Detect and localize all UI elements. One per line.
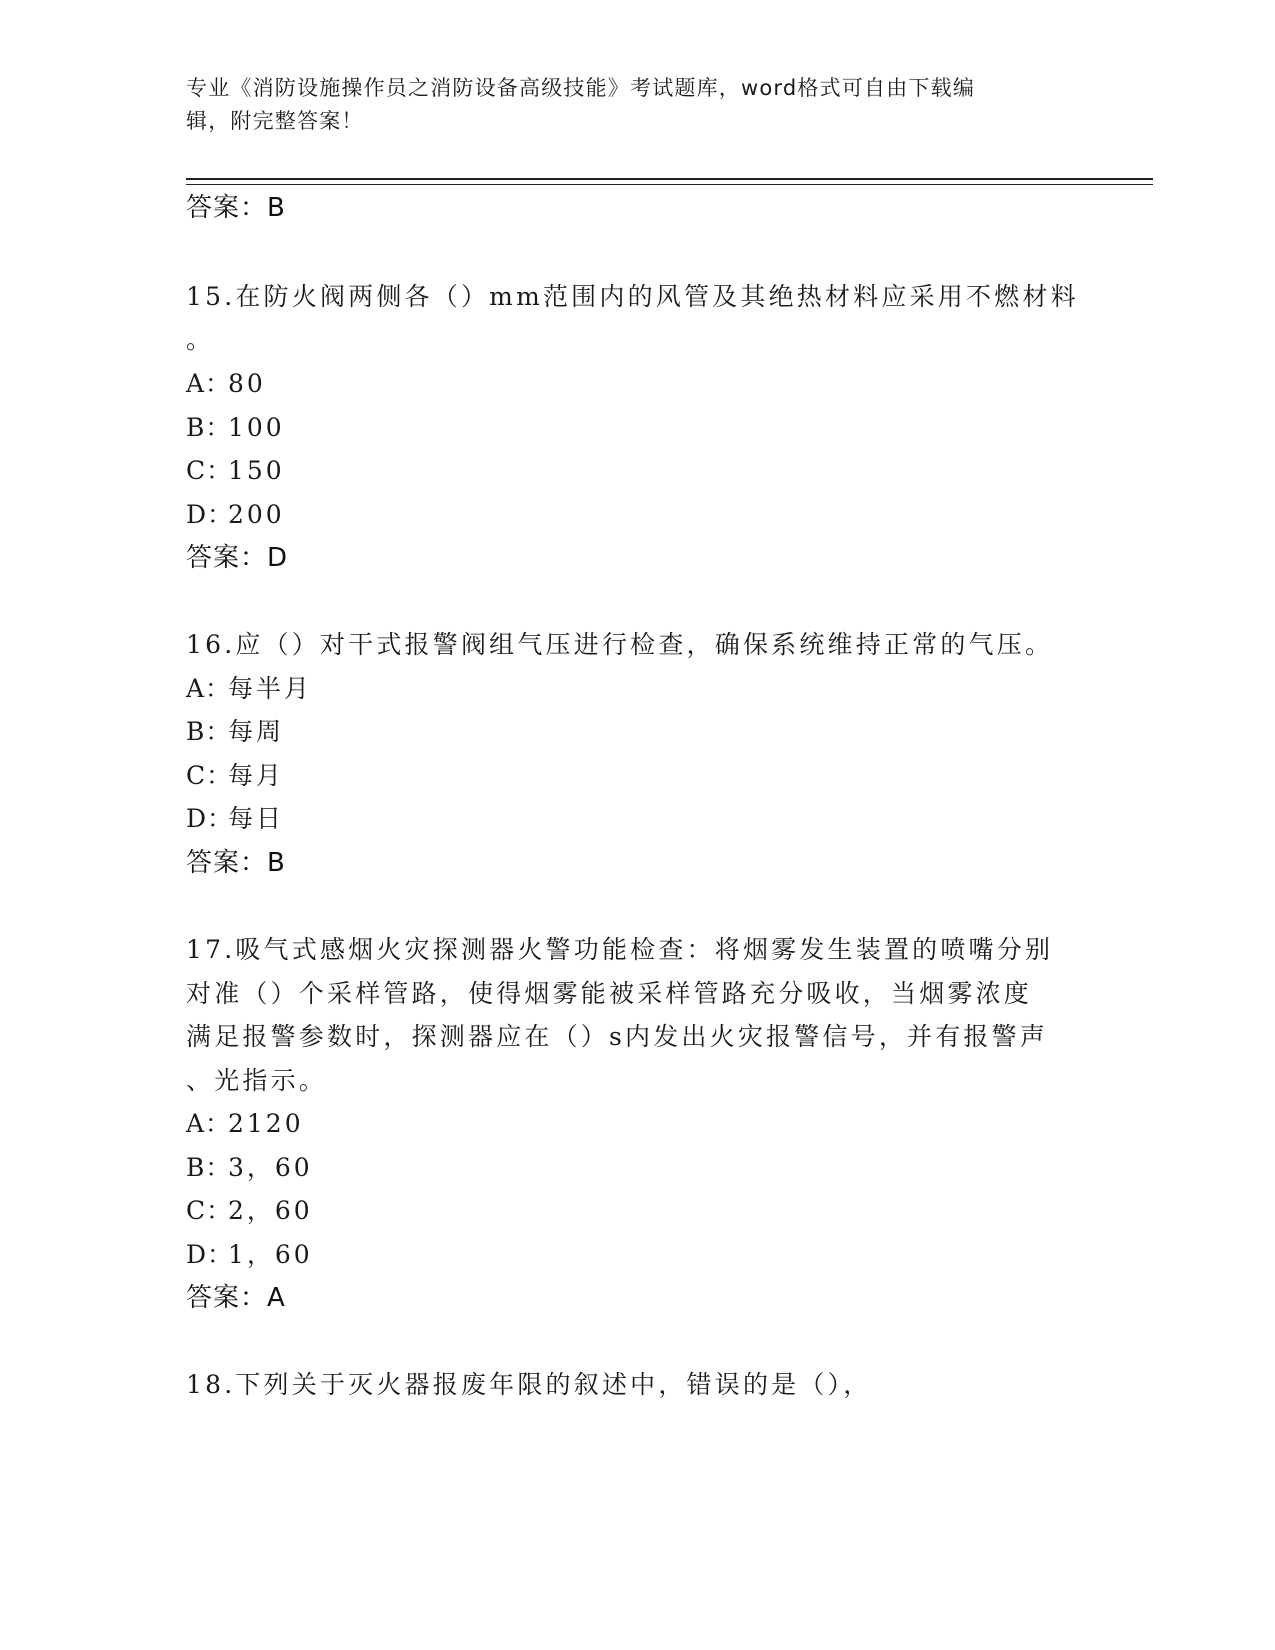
header-rule-thick — [186, 178, 1153, 180]
question-17-answer: 答案：A — [186, 1283, 286, 1313]
option-text: 1，60 — [228, 1240, 313, 1269]
option-label: D： — [186, 500, 234, 529]
header-line-1: 专业《消防设施操作员之消防设备高级技能》考试题库，word格式可自由下载编 — [186, 76, 976, 100]
question-15-option-c — [186, 456, 285, 486]
option-label: C： — [186, 456, 233, 485]
question-17-stem-line-1: 17.吸气式感烟火灾探测器火警功能检查：将烟雾发生装置的喷嘴分别 — [186, 935, 1054, 964]
question-16-answer: 答案：B — [186, 848, 286, 878]
question-16-option-b — [186, 717, 284, 747]
option-label: D： — [186, 804, 234, 833]
option-label: B： — [186, 717, 232, 746]
question-15-stem-line-2: 。 — [186, 325, 215, 354]
header-line-2: 辑，附完整答案！ — [186, 109, 364, 133]
question-15-stem-line-1: 15.在防火阀两侧各（）mm范围内的风管及其绝热材料应采用不燃材料 — [186, 282, 1079, 311]
option-label: A： — [186, 369, 232, 398]
question-16-option-d — [186, 804, 284, 834]
page-header — [186, 72, 1086, 138]
option-text: 每周 — [228, 717, 285, 746]
question-17-stem-line-4: 、光指示。 — [186, 1066, 328, 1095]
option-label: A： — [186, 674, 232, 703]
option-text: 2，60 — [228, 1196, 313, 1225]
option-text: 80 — [228, 369, 266, 398]
option-label: C： — [186, 761, 233, 790]
question-17-stem-line-3: 满足报警参数时，探测器应在（）s内发出火灾报警信号，并有报警声 — [186, 1022, 1049, 1051]
option-text: 2120 — [228, 1109, 304, 1138]
option-text: 每半月 — [228, 674, 313, 703]
header-rule-thin — [186, 184, 1153, 185]
question-17-option-b — [186, 1153, 313, 1183]
question-17-option-d — [186, 1240, 313, 1270]
option-label: B： — [186, 1153, 232, 1182]
question-17-option-a — [186, 1109, 304, 1139]
question-16-option-a — [186, 674, 312, 704]
option-text: 200 — [228, 500, 285, 529]
option-text: 3，60 — [228, 1153, 313, 1182]
question-15-option-d — [186, 500, 285, 530]
question-15-option-b — [186, 413, 285, 443]
previous-answer: 答案：B — [186, 193, 286, 223]
option-text: 每日 — [228, 804, 285, 833]
option-label: C： — [186, 1196, 233, 1225]
option-text: 每月 — [228, 761, 285, 790]
question-17-stem-line-2: 对准（）个采样管路，使得烟雾能被采样管路充分吸收，当烟雾浓度 — [186, 979, 1033, 1008]
option-label: A： — [186, 1109, 232, 1138]
option-text: 100 — [228, 413, 285, 442]
question-18-stem-line-1: 18.下列关于灭火器报废年限的叙述中，错误的是（）， — [186, 1370, 872, 1399]
question-16-stem-line-1: 16.应（）对干式报警阀组气压进行检查，确保系统维持正常的气压。 — [186, 630, 1054, 659]
option-label: B： — [186, 413, 232, 442]
option-text: 150 — [228, 456, 285, 485]
question-16-option-c — [186, 761, 284, 791]
option-label: D： — [186, 1240, 234, 1269]
question-15-option-a — [186, 369, 266, 399]
question-15-answer: 答案：D — [186, 543, 289, 573]
question-17-option-c — [186, 1196, 313, 1226]
